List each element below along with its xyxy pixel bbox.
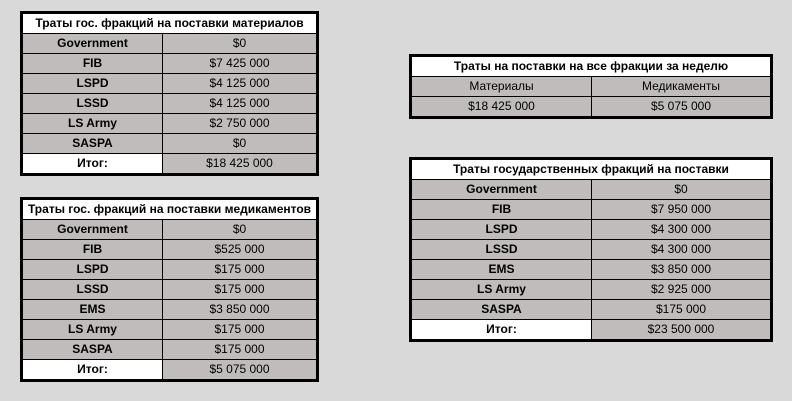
table-row: [22, 240, 318, 260]
faction-cell: FIB: [22, 240, 163, 260]
table-row: [22, 280, 318, 300]
amount-cell: $4 300 000: [592, 240, 772, 260]
government-table-title: Траты государственных фракций на поставки: [411, 159, 772, 180]
amount-cell: $0: [163, 134, 318, 154]
total-row: [22, 360, 318, 381]
table-row: [22, 94, 318, 114]
table-row: [22, 340, 318, 360]
table-row: [411, 220, 772, 240]
header-row: [411, 77, 772, 97]
medications-spending-table: [20, 197, 319, 382]
total-label: Итог:: [411, 320, 592, 341]
materials-table-title: Траты гос. фракций на поставки материалов: [22, 13, 318, 34]
amount-cell: $0: [592, 180, 772, 200]
amount-cell: $0: [163, 34, 318, 54]
faction-cell: EMS: [411, 260, 592, 280]
table-row: [411, 97, 772, 118]
faction-cell: Government: [22, 34, 163, 54]
total-label: Итог:: [22, 360, 163, 381]
faction-cell: LSPD: [411, 220, 592, 240]
materials-weekly-value: $18 425 000: [411, 97, 592, 118]
amount-cell: $175 000: [163, 260, 318, 280]
total-row: [411, 320, 772, 341]
amount-cell: $4 300 000: [592, 220, 772, 240]
table-row: [411, 300, 772, 320]
amount-cell: $3 850 000: [592, 260, 772, 280]
table-row: [22, 220, 318, 240]
faction-cell: LSSD: [22, 94, 163, 114]
faction-cell: LS Army: [411, 280, 592, 300]
faction-cell: FIB: [411, 200, 592, 220]
faction-cell: LS Army: [22, 114, 163, 134]
table-row: [22, 114, 318, 134]
table-row: [22, 134, 318, 154]
total-value: $5 075 000: [163, 360, 318, 381]
total-label: Итог:: [22, 154, 163, 175]
table-row: [411, 240, 772, 260]
total-value: $18 425 000: [163, 154, 318, 175]
amount-cell: $4 125 000: [163, 94, 318, 114]
table-row: [22, 260, 318, 280]
faction-cell: SASPA: [411, 300, 592, 320]
amount-cell: $2 750 000: [163, 114, 318, 134]
table-row: [411, 180, 772, 200]
table-row: [411, 260, 772, 280]
amount-cell: $7 425 000: [163, 54, 318, 74]
faction-cell: Government: [22, 220, 163, 240]
table-row: [411, 280, 772, 300]
medications-weekly-value: $5 075 000: [592, 97, 772, 118]
faction-cell: Government: [411, 180, 592, 200]
weekly-table-title: Траты на поставки на все фракции за неделю: [411, 56, 772, 77]
amount-cell: $3 850 000: [163, 300, 318, 320]
amount-cell: $175 000: [163, 320, 318, 340]
amount-cell: $175 000: [163, 340, 318, 360]
table-row: [22, 300, 318, 320]
government-spending-table: [409, 157, 773, 342]
amount-cell: $2 925 000: [592, 280, 772, 300]
table-row: [22, 54, 318, 74]
materials-header: Материалы: [411, 77, 592, 97]
total-row: [22, 154, 318, 175]
faction-cell: EMS: [22, 300, 163, 320]
table-row: [411, 200, 772, 220]
table-row: [22, 74, 318, 94]
total-value: $23 500 000: [592, 320, 772, 341]
table-row: [22, 320, 318, 340]
materials-spending-table: [20, 11, 319, 176]
medications-table-title: Траты гос. фракций на поставки медикаментов: [22, 199, 318, 220]
amount-cell: $0: [163, 220, 318, 240]
faction-cell: SASPA: [22, 340, 163, 360]
faction-cell: LSSD: [411, 240, 592, 260]
amount-cell: $175 000: [163, 280, 318, 300]
weekly-spending-table: [409, 54, 773, 119]
amount-cell: $175 000: [592, 300, 772, 320]
amount-cell: $4 125 000: [163, 74, 318, 94]
faction-cell: LSPD: [22, 260, 163, 280]
faction-cell: LSSD: [22, 280, 163, 300]
table-row: [22, 34, 318, 54]
faction-cell: FIB: [22, 54, 163, 74]
faction-cell: LS Army: [22, 320, 163, 340]
faction-cell: LSPD: [22, 74, 163, 94]
amount-cell: $525 000: [163, 240, 318, 260]
medications-header: Медикаменты: [592, 77, 772, 97]
amount-cell: $7 950 000: [592, 200, 772, 220]
faction-cell: SASPA: [22, 134, 163, 154]
